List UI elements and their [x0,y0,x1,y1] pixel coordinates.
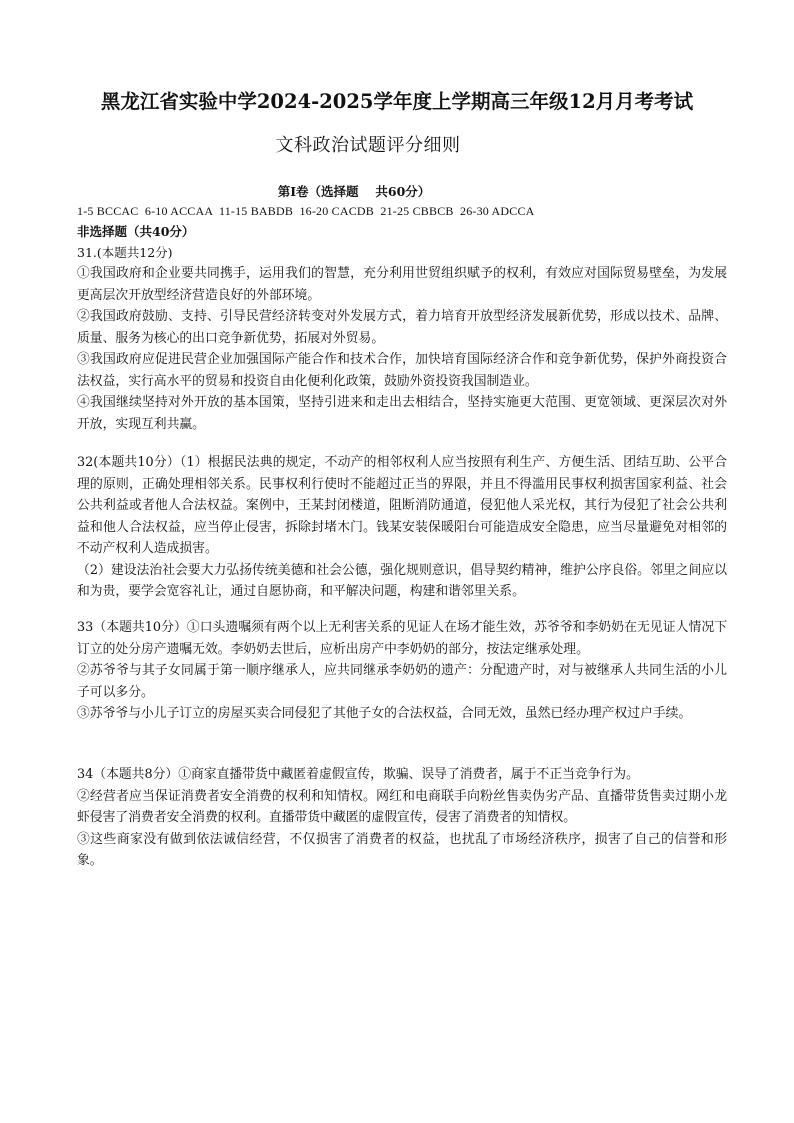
answer-point: ②苏爷爷与其子女同属于第一顺序继承人，应共同继承李奶奶的遗产：分配遗产时，对与被继承人共同生活的小儿子可以多分。 [77,663,727,700]
answer-point: 34（本题共8分）①商家直播带货中藏匿着虚假宣传，欺骗、误导了消费者，属于不正当竞争行为。 [77,767,639,782]
section-heading-choice: 第Ⅰ卷（选择题 共60分） [277,184,431,199]
answer-point: ④我国继续坚持对外开放的基本国策，坚持引进来和走出去相结合，坚持实施更大范围、更宽领域、更深层次对外开放，实现互利共赢。 [77,395,727,432]
answer-point: ②经营者应当保证消费者安全消费的权利和知情权。网红和电商联手向粉丝售卖伪劣产品、直播带货售卖过期小龙虾侵害了消费者安全消费的权利。直播带货中藏匿的虚假宣传，侵害了消费者的知情权。 [77,788,727,825]
page-title: 黑龙江省实验中学2024-2025学年度上学期高三年级12月月考考试 [100,90,694,113]
question-31-header: 31.(本题共12分) [77,245,173,260]
answer-point: ③苏爷爷与小儿子订立的房屋买卖合同侵犯了其他子女的合法权益，合同无效，虽然已经办理产权过户手续。 [77,706,692,721]
section-heading-nonchoice: 非选择题（共40分） [77,224,195,239]
answer-point: （2）建设法治社会要大力弘扬传统美德和社会公德，强化规则意识，倡导契约精神，维护公序良俗。邻里之间应以和为贵，要学会宽容礼让，通过自愿协商，和平解决问题，构建和谐邻里关系。 [77,562,727,599]
question-32-answer [77,452,727,603]
answer-point: ③这些商家没有做到依法诚信经营，不仅损害了消费者的权益，也扰乱了市场经济秩序，损害了自己的信誉和形象。 [77,831,727,868]
answer-point: ①我国政府和企业要共同携手，运用我们的智慧，充分利用世贸组织赋予的权利，有效应对国际贸易壁垒，为发展更高层次开放型经济营造良好的外部环境。 [77,266,727,303]
question-33-answer [77,617,727,725]
choice-answer-key: 1-5 BCCAC 6-10 ACCAA 11-15 BABDB 16-20 CACDB 21-25 CBBCB 26-30 ADCCA [77,204,535,218]
question-34-answer [77,764,727,872]
question-31-answer [77,263,727,435]
answer-point: 32(本题共10分）（1）根据民法典的规定，不动产的相邻权利人应当按照有利生产、方便生活、团结互助、公平合理的原则，正确处理相邻关系。民事权利行使时不能超过正当的界限，并且不得滥用民事权利损害国家利益、社会公共利益或者他人合法权益。案例中，王某封闭楼道，阻断消防通道，侵犯他人采光权，其行为侵犯了社会公共利益和他人合法权益，应当停止侵害，拆除封堵木门。钱某安装保暖阳台可能造成安全隐患，应当尽量避免对相邻的不动产权利人造成损害。 [77,455,727,556]
answer-point: ③我国政府应促进民营企业加强国际产能合作和技术合作，加快培育国际经济合作和竞争新优势，保护外商投资合法权益，实行高水平的贸易和投资自由化便利化政策，鼓励外资投资我国制造业。 [77,352,727,389]
answer-point: 33（本题共10分）①口头遗嘱须有两个以上无利害关系的见证人在场才能生效，苏爷爷和李奶奶在无见证人情况下订立的处分房产遗嘱无效。李奶奶去世后，应析出房产中李奶奶的部分，按法定继承处理。 [77,620,727,657]
page-subtitle: 文科政治试题评分细则 [275,135,461,156]
answer-point: ②我国政府鼓励、支持、引导民营经济转变对外发展方式，着力培育开放型经济发展新优势，形成以技术、品牌、质量、服务为核心的出口竞争新优势，拓展对外贸易。 [77,309,727,346]
